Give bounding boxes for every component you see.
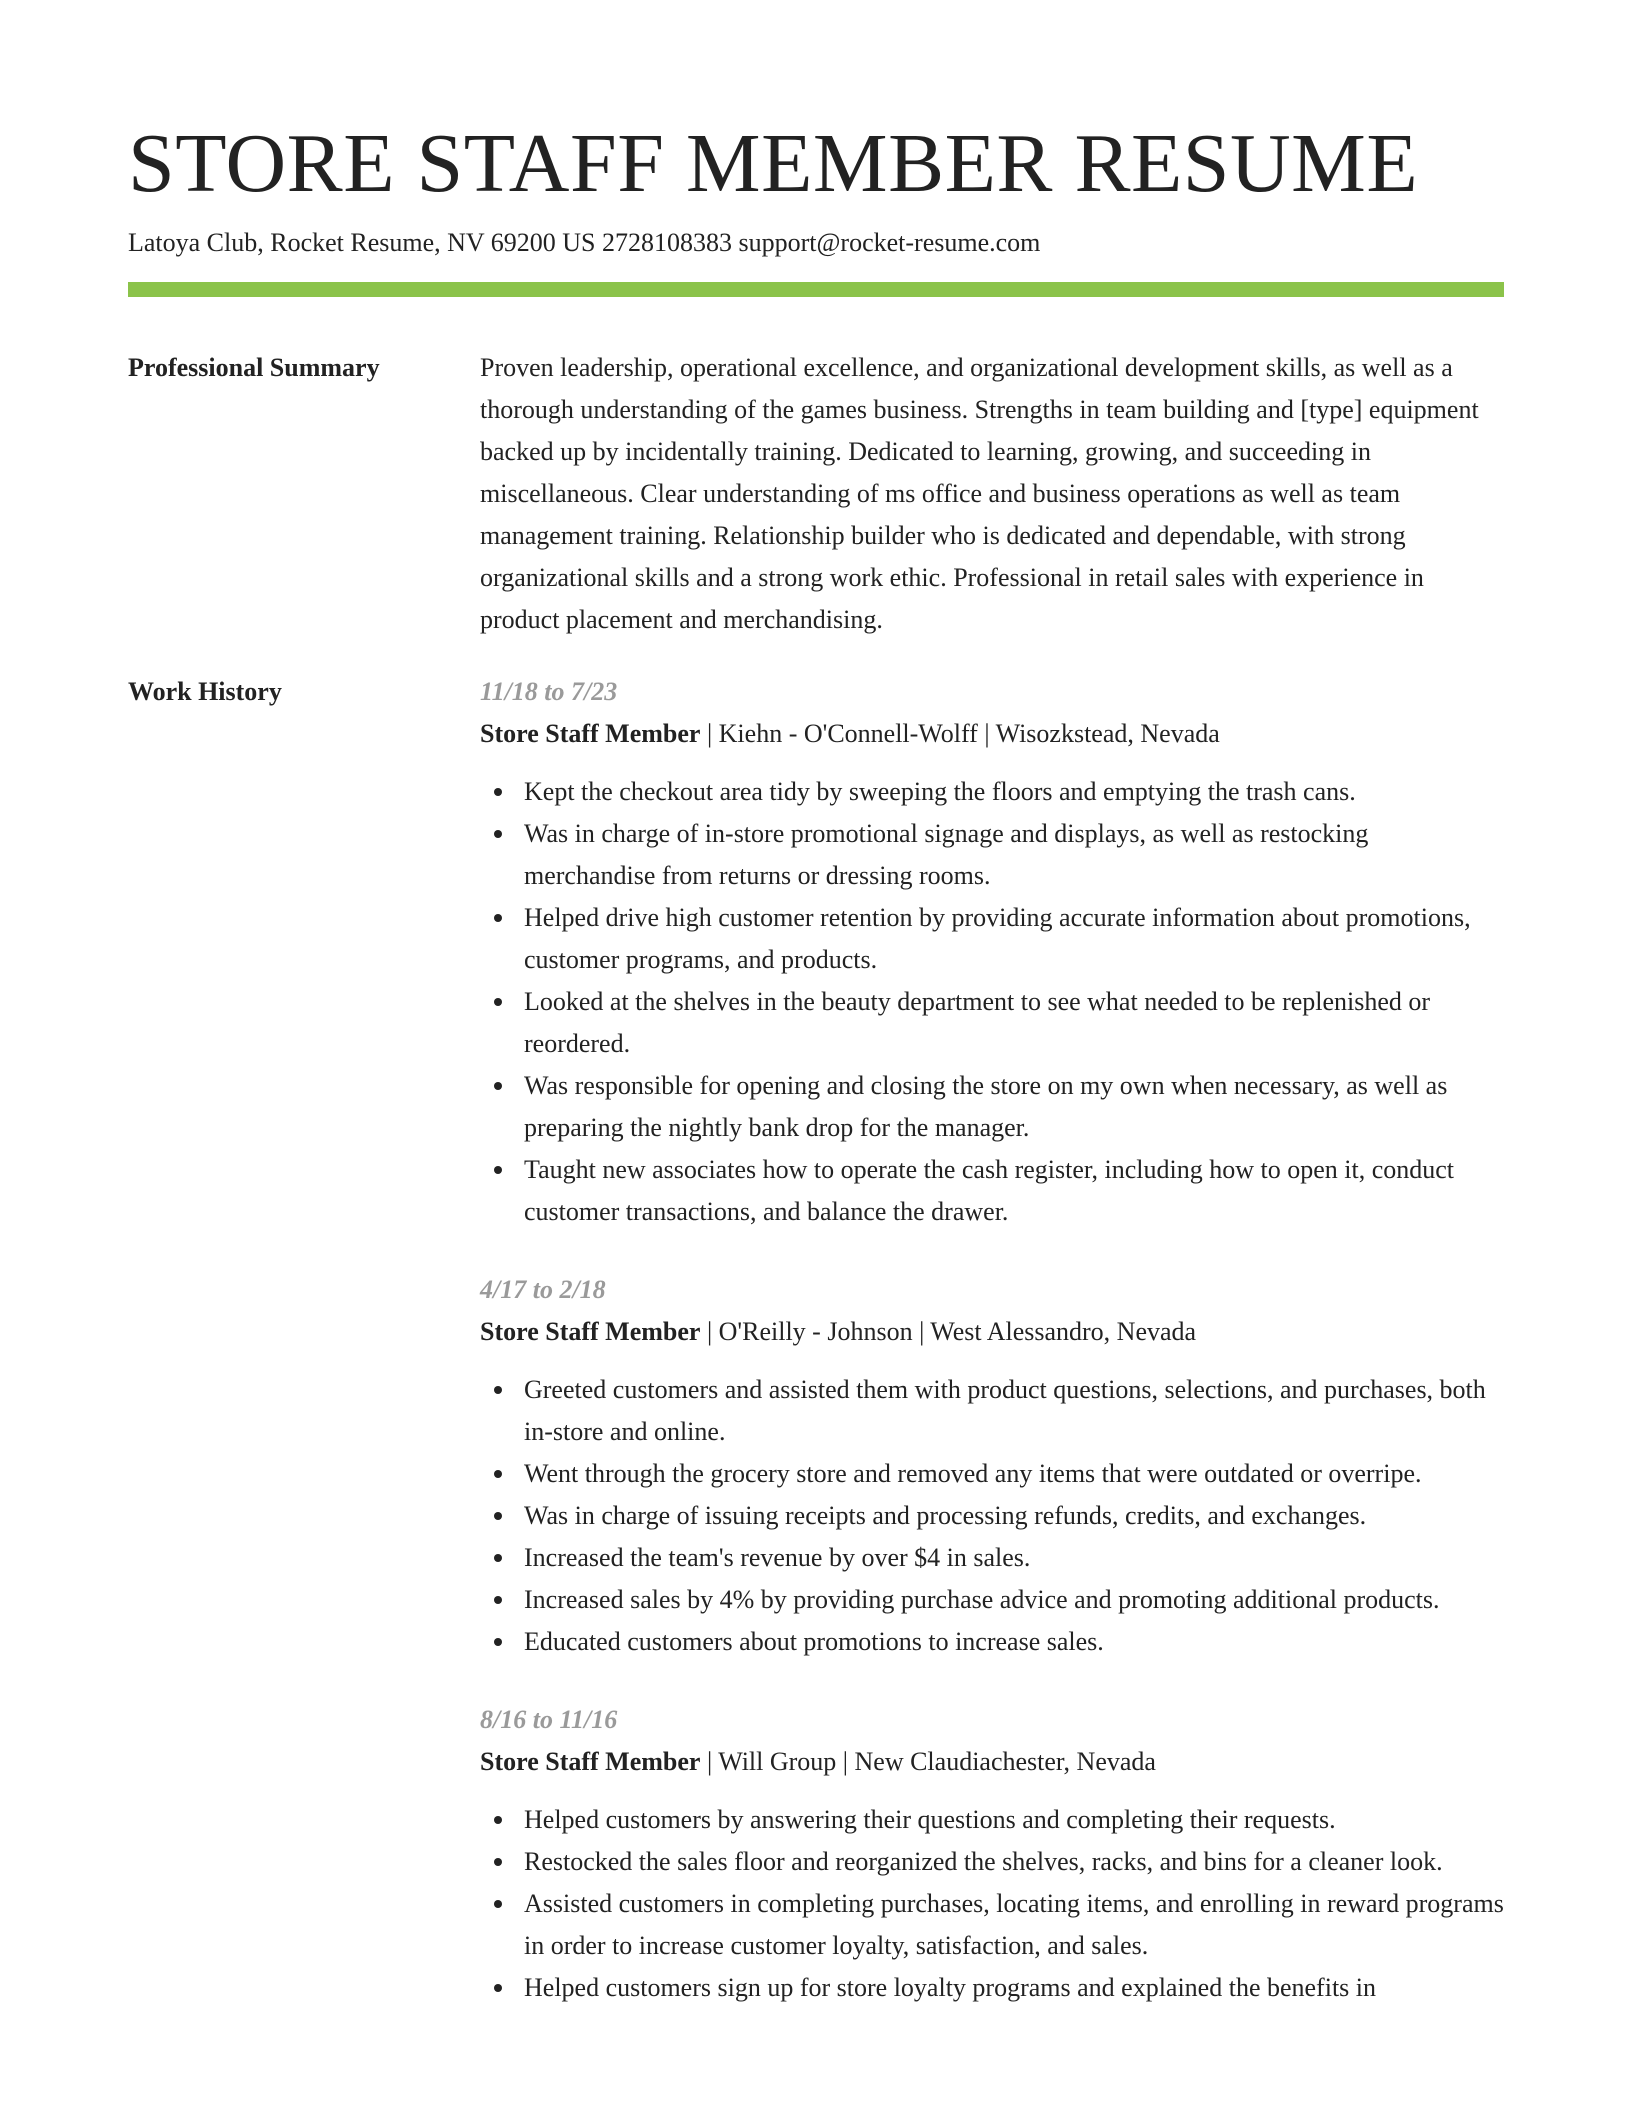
- job-duty-item: [480, 1065, 1504, 1149]
- job-title: Store Staff Member: [480, 718, 701, 748]
- job-heading: [480, 1311, 1504, 1353]
- work-history-section: [128, 671, 1504, 2045]
- section-label-professional-summary: Professional Summary: [128, 352, 380, 382]
- job-duty-text: Was in charge of in-store promotional signage and displays, as well as restocking merchandise from returns or dressing rooms.: [524, 818, 1369, 890]
- contact-line: Latoya Club, Rocket Resume, NV 69200 US 2728108383 support@rocket-resume.com: [128, 228, 1041, 258]
- job-duty-item: [480, 1149, 1504, 1233]
- job-duty-item: [480, 897, 1504, 981]
- bullet-icon: [494, 1554, 502, 1562]
- job-duties-list: [480, 1799, 1504, 2009]
- job-dates: 8/16 to 11/16: [480, 1704, 618, 1734]
- job-duty-text: Restocked the sales floor and reorganized the shelves, racks, and bins for a cleaner look.: [524, 1846, 1443, 1876]
- job-title: Store Staff Member: [480, 1316, 701, 1346]
- job-duty-item: [480, 1369, 1504, 1453]
- work-history-body: [480, 671, 1504, 2045]
- job-dates: 11/18 to 7/23: [480, 676, 618, 706]
- job-entry: [480, 671, 1504, 1233]
- bullet-icon: [494, 1512, 502, 1520]
- job-dates: 4/17 to 2/18: [480, 1274, 606, 1304]
- accent-divider: [128, 282, 1504, 297]
- bullet-icon: [494, 788, 502, 796]
- job-duties-list: [480, 1369, 1504, 1663]
- resume-title: STORE STAFF MEMBER RESUME: [128, 117, 1419, 210]
- bullet-icon: [494, 1900, 502, 1908]
- job-duty-text: Helped customers sign up for store loyalty programs and explained the benefits in: [524, 1972, 1377, 2002]
- job-duty-text: Greeted customers and assisted them with product questions, selections, and purchases, both in-store and online.: [524, 1374, 1486, 1446]
- bullet-icon: [494, 998, 502, 1006]
- job-heading: [480, 1741, 1504, 1783]
- job-duty-item: [480, 1883, 1504, 1967]
- bullet-icon: [494, 914, 502, 922]
- job-duty-text: Went through the grocery store and removed any items that were outdated or overripe.: [524, 1458, 1422, 1488]
- bullet-icon: [494, 1596, 502, 1604]
- job-employer-location: | Will Group | New Claudiachester, Nevada: [700, 1746, 1156, 1776]
- job-employer-location: | O'Reilly - Johnson | West Alessandro, Nevada: [700, 1316, 1197, 1346]
- job-duty-item: [480, 1621, 1504, 1663]
- bullet-icon: [494, 1166, 502, 1174]
- job-duty-item: [480, 1967, 1504, 2009]
- job-title: Store Staff Member: [480, 1746, 701, 1776]
- job-employer-location: | Kiehn - O'Connell-Wolff | Wisozkstead, Nevada: [700, 718, 1220, 748]
- bullet-icon: [494, 1638, 502, 1646]
- job-duty-item: [480, 1841, 1504, 1883]
- bullet-icon: [494, 830, 502, 838]
- job-duty-item: [480, 813, 1504, 897]
- job-duty-item: [480, 981, 1504, 1065]
- job-duty-text: Kept the checkout area tidy by sweeping the floors and emptying the trash cans.: [524, 776, 1356, 806]
- job-entry: [480, 1269, 1504, 1663]
- job-duty-text: Increased the team's revenue by over $4 in sales.: [524, 1542, 1031, 1572]
- job-duty-text: Increased sales by 4% by providing purchase advice and promoting additional products.: [524, 1584, 1440, 1614]
- job-entry: [480, 1699, 1504, 2009]
- job-heading: [480, 713, 1504, 755]
- section-label-work-history: Work History: [128, 676, 282, 706]
- bullet-icon: [494, 1984, 502, 1992]
- professional-summary-text: Proven leadership, operational excellence, and organizational development skills, as well as a thorough understanding of the games business. Strengths in team building and [type] equipment backed up by incidentally training. Dedicated to learning, growing, and succeeding in miscellaneous. Clear understanding of ms office and business operations as well as team management training. Relationship builder who is dedicated and dependable, with strong organizational skills and a strong work ethic. Professional in retail sales with experience in product placement and merchandising.: [480, 352, 1479, 634]
- job-duty-text: Assisted customers in completing purchases, locating items, and enrolling in reward programs in order to increase customer loyalty, satisfaction, and sales.: [524, 1888, 1504, 1960]
- job-duty-text: Was in charge of issuing receipts and processing refunds, credits, and exchanges.: [524, 1500, 1367, 1530]
- job-duty-item: [480, 1537, 1504, 1579]
- bullet-icon: [494, 1858, 502, 1866]
- job-duty-item: [480, 1495, 1504, 1537]
- job-duty-text: Looked at the shelves in the beauty department to see what needed to be replenished or reordered.: [524, 986, 1431, 1058]
- job-duty-item: [480, 1799, 1504, 1841]
- professional-summary-section: [128, 347, 1504, 641]
- job-duty-item: [480, 1579, 1504, 1621]
- job-duty-text: Helped customers by answering their questions and completing their requests.: [524, 1804, 1336, 1834]
- job-duty-item: [480, 771, 1504, 813]
- bullet-icon: [494, 1816, 502, 1824]
- job-duty-text: Taught new associates how to operate the cash register, including how to open it, conduct customer transactions, and balance the drawer.: [524, 1154, 1454, 1226]
- bullet-icon: [494, 1470, 502, 1478]
- job-duty-text: Helped drive high customer retention by providing accurate information about promotions, customer programs, and products.: [524, 902, 1471, 974]
- job-duty-item: [480, 1453, 1504, 1495]
- resume-page: [128, 0, 1504, 2045]
- job-duties-list: [480, 771, 1504, 1233]
- job-duty-text: Educated customers about promotions to increase sales.: [524, 1626, 1104, 1656]
- professional-summary-body: [480, 347, 1504, 641]
- bullet-icon: [494, 1386, 502, 1394]
- bullet-icon: [494, 1082, 502, 1090]
- job-duty-text: Was responsible for opening and closing the store on my own when necessary, as well as preparing the nightly bank drop for the manager.: [524, 1070, 1448, 1142]
